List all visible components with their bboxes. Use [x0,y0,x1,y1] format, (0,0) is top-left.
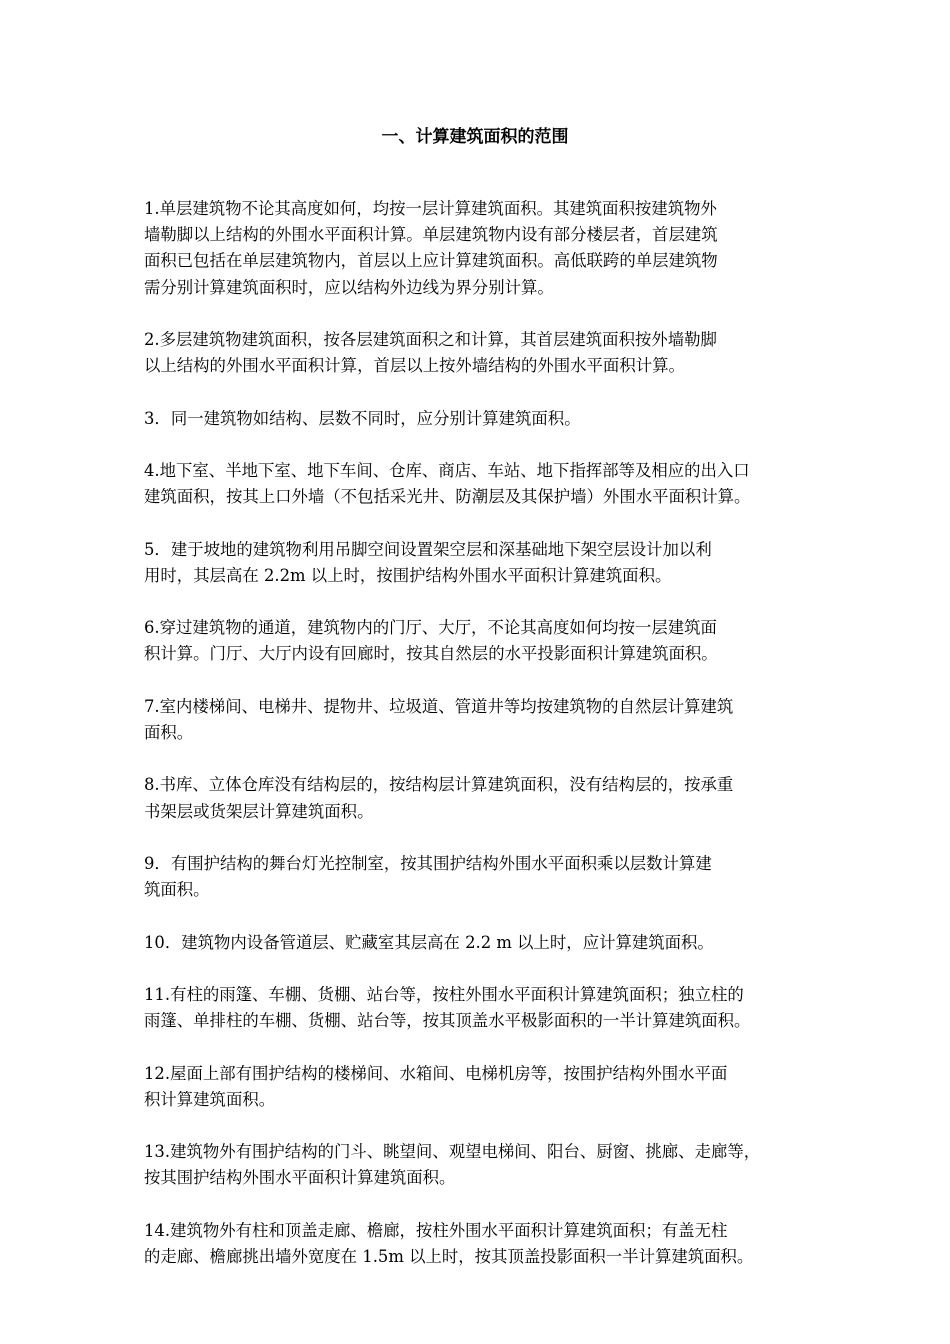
paragraph-line: 13.建筑物外有围护结构的门斗、眺望间、观望电梯间、阳台、厨窗、挑廊、走廊等， [144,1142,761,1162]
paragraph-line: 积计算建筑面积。 [144,1089,276,1109]
paragraph-line: 以上结构的外围水平面积计算，首层以上按外墙结构的外围水平面积计算。 [144,356,685,376]
paragraph-12 [144,1061,824,1113]
paragraph-11 [144,982,824,1034]
paragraph-13 [144,1139,824,1191]
paragraph-5 [144,537,824,589]
paragraph-line: 积计算。门厅、大厅内设有回廊时，按其自然层的水平投影面积计算建筑面积。 [144,644,718,664]
paragraph-10 [144,930,824,956]
paragraph-line: 9．有围护结构的舞台灯光控制室，按其围护结构外围水平面积乘以层数计算建 [144,853,712,873]
paragraph-line: 需分别计算建筑面积时，应以结构外边线为界分别计算。 [144,277,554,297]
paragraph-line: 8.书库、立体仓库没有结构层的，按结构层计算建筑面积，没有结构层的，按承重 [144,775,734,795]
paragraph-line: 筑面积。 [144,880,210,900]
paragraph-3 [144,406,824,432]
paragraph-line: 7.室内楼梯间、电梯井、提物井、垃圾道、管道井等均按建筑物的自然层计算建筑 [144,696,734,716]
paragraph-4 [144,458,824,510]
paragraph-line: 6.穿过建筑物的通道，建筑物内的门厅、大厅，不论其高度如何均按一层建筑面 [144,618,717,638]
paragraph-14 [144,1218,824,1270]
paragraph-line: 5．建于坡地的建筑物利用吊脚空间设置架空层和深基础地下架空层设计加以利 [144,539,712,559]
paragraph-line: 1.单层建筑物不论其高度如何，均按一层计算建筑面积。其建筑面积按建筑物外 [144,199,717,218]
paragraph-line: 10．建筑物内设备管道层、贮藏室其层高在 2.2 m 以上时，应计算建筑面积。 [144,932,714,952]
paragraph-line: 面积。 [144,722,194,742]
paragraph-line: 建筑面积，按其上口外墙（不包括采光井、防潮层及其保护墙）外围水平面积计算。 [144,487,751,507]
paragraph-1 [144,196,824,301]
paragraph-line: 12.屋面上部有围护结构的楼梯间、水箱间、电梯机房等，按围护结构外围水平面 [144,1063,728,1083]
paragraph-line: 的走廊、檐廊挑出墙外宽度在 1.5m 以上时，按其顶盖投影面积一半计算建筑面积。 [144,1246,754,1266]
paragraph-line: 4.地下室、半地下室、地下车间、仓库、商店、车站、地下指挥部等及相应的出入口 [144,460,750,480]
paragraph-line: 14.建筑物外有柱和顶盖走廊、檐廊，按柱外围水平面积计算建筑面积；有盖无柱 [144,1220,728,1240]
paragraph-8 [144,772,824,824]
paragraph-6 [144,615,824,667]
paragraph-9 [144,851,824,903]
paragraph-line: 按其围护结构外围水平面积计算建筑面积。 [144,1168,456,1188]
document-title: 一、计算建筑面积的范围 [381,127,569,147]
paragraph-line: 墙勒脚以上结构的外围水平面积计算。单层建筑物内设有部分楼层者，首层建筑 [144,225,718,245]
paragraph-line: 11.有柱的雨篷、车棚、货棚、站台等，按柱外围水平面积计算建筑面积；独立柱的 [144,984,744,1004]
paragraph-line: 2.多层建筑物建筑面积，按各层建筑面积之和计算，其首层建筑面积按外墙勒脚 [144,330,717,349]
paragraph-line: 面积已包括在单层建筑物内，首层以上应计算建筑面积。高低联跨的单层建筑物 [144,251,718,271]
paragraph-line: 书架层或货架层计算建筑面积。 [144,801,374,821]
paragraph-7 [144,694,824,746]
paragraph-line: 3．同一建筑物如结构、层数不同时，应分别计算建筑面积。 [144,408,581,428]
paragraph-2 [144,327,824,379]
document-body [144,196,824,1296]
paragraph-line: 用时，其层高在 2.2m 以上时，按围护结构外围水平面积计算建筑面积。 [144,565,672,585]
paragraph-line: 雨篷、单排柱的车棚、货棚、站台等，按其顶盖水平极影面积的一半计算建筑面积。 [144,1011,751,1031]
